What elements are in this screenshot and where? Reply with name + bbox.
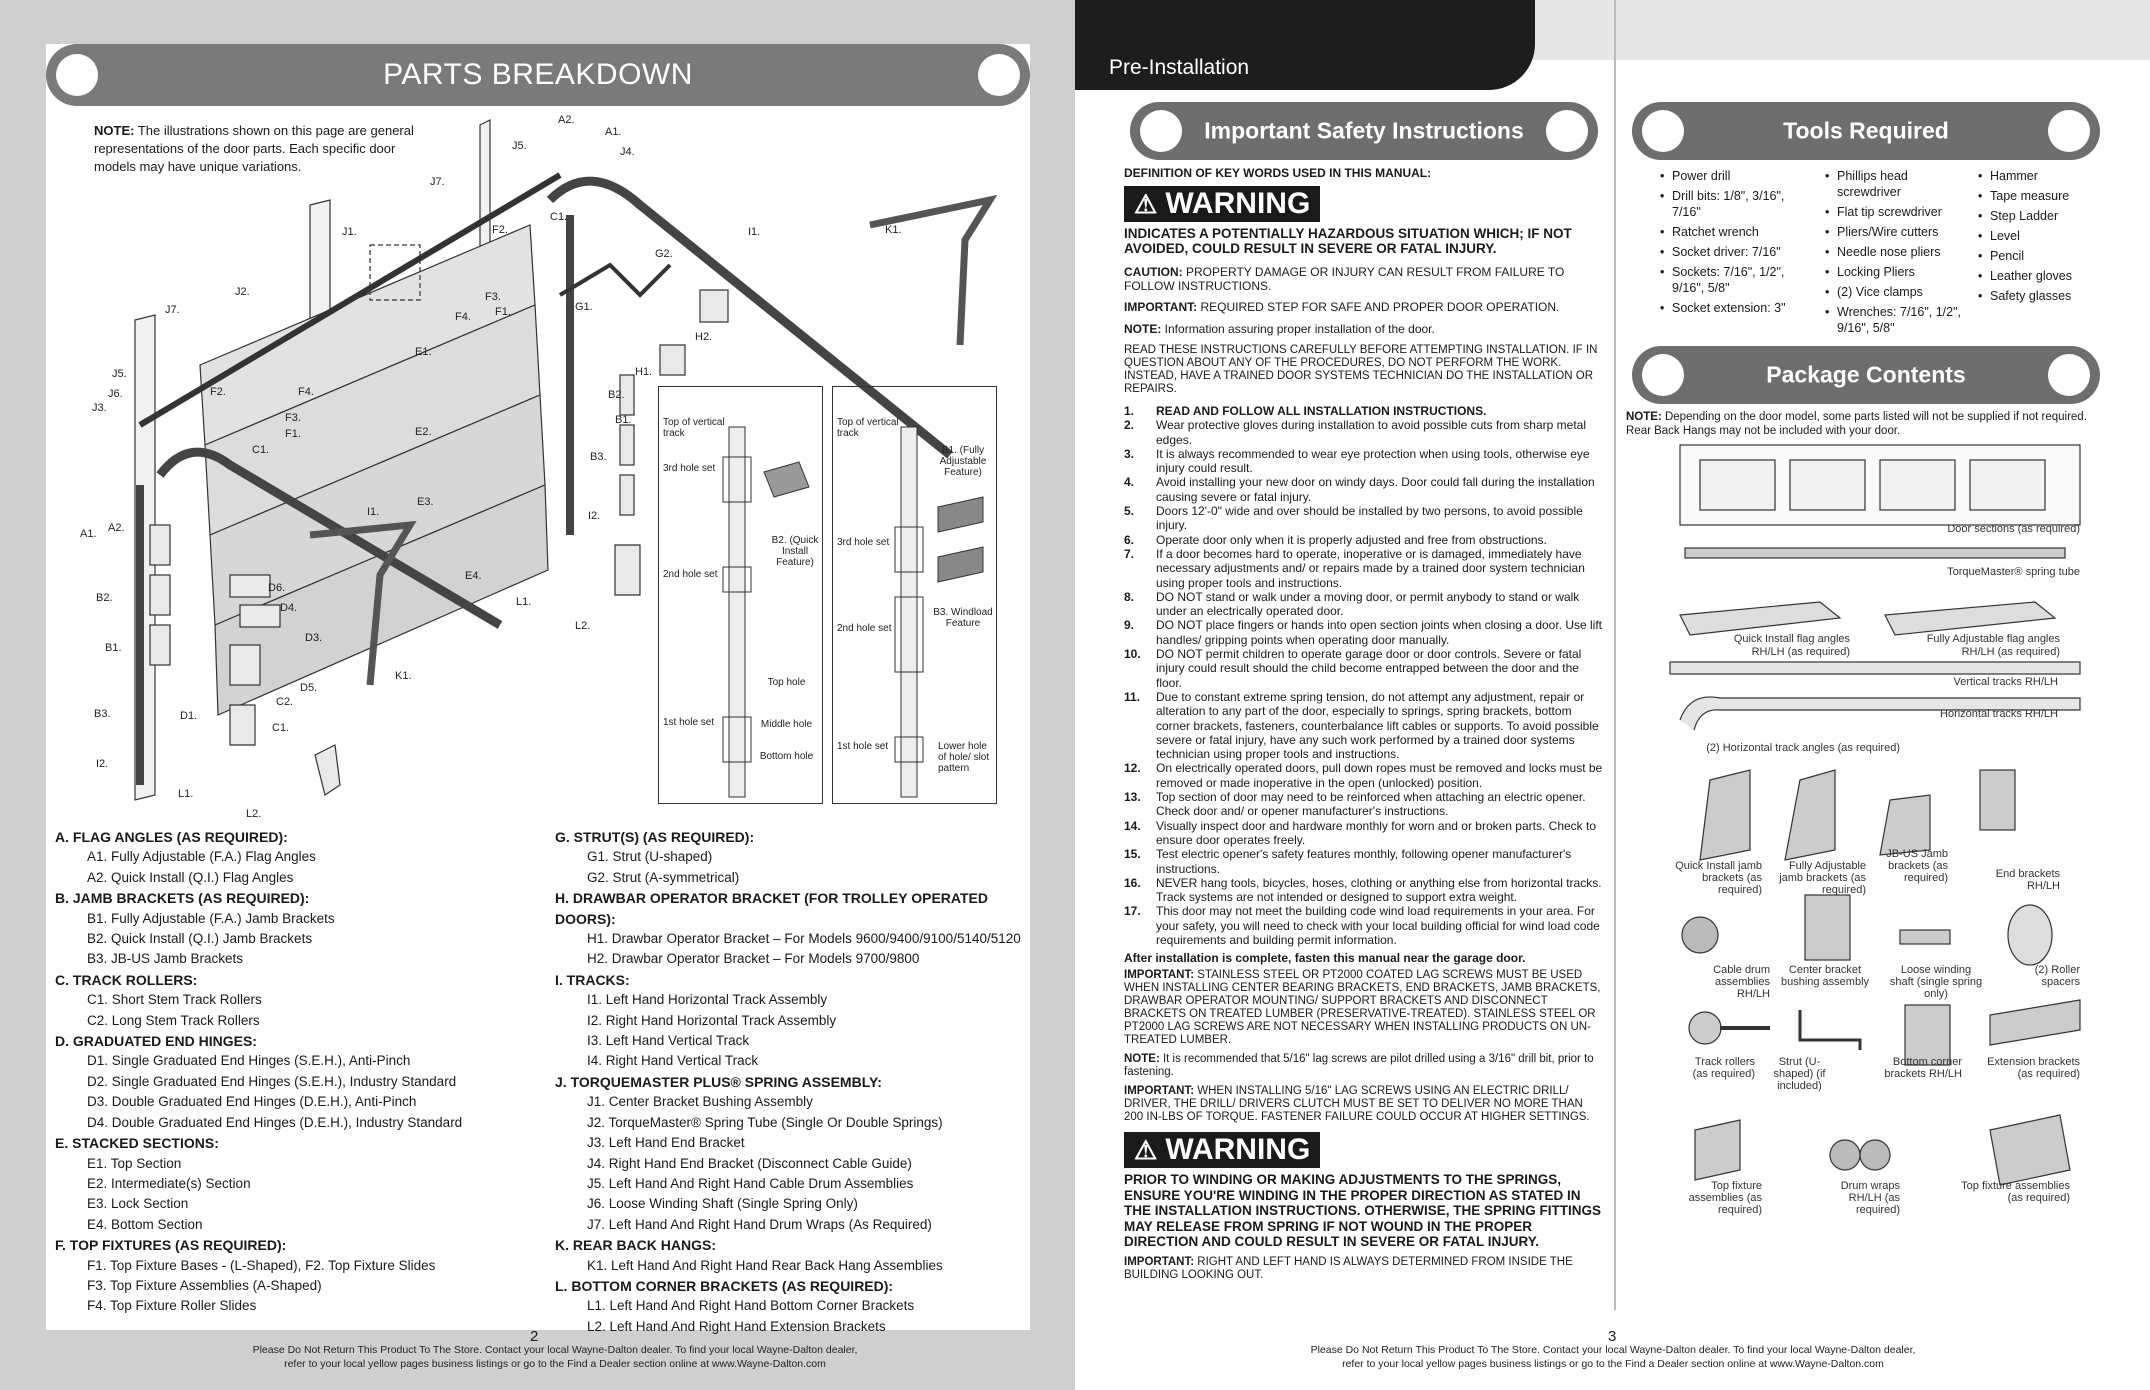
important2-line xyxy=(1124,969,1604,1047)
rule-num: 9. xyxy=(1124,618,1135,633)
caption-cable-drum: Cable drum assemblies RH/LH xyxy=(1713,964,1770,1000)
warning-banner xyxy=(1124,186,1320,222)
diagram-label: E1. xyxy=(415,346,432,358)
list-item: I3. Left Hand Vertical Track xyxy=(587,1033,750,1049)
header-right-circle xyxy=(978,54,1020,96)
rule-num: 1. xyxy=(1124,404,1135,418)
diagram-label: D6. xyxy=(268,582,286,594)
important-text: REQUIRED STEP FOR SAFE AND PROPER DOOR OPERATION. xyxy=(1197,300,1560,314)
diagram-label: D1. xyxy=(180,710,198,722)
list-item: I4. Right Hand Vertical Track xyxy=(587,1053,759,1069)
diagram-label: C1. xyxy=(252,444,270,456)
caption-horizontal-angles: (2) Horizontal track angles (as required) xyxy=(1706,742,1900,754)
diagram-label: K1. xyxy=(885,224,902,236)
diagram-label: C2. xyxy=(276,696,294,708)
rule-text: It is always recommended to wear eye protection when using tools, otherwise eye injury could result. xyxy=(1156,446,1590,476)
inset1-top-label: Top of vertical track xyxy=(663,417,725,439)
diagram-label: D5. xyxy=(300,682,318,694)
rule-text: Visually inspect door and hardware monthly for worn and or broken parts. Check to ensure door operates freely. xyxy=(1156,818,1597,847)
list-head: J. TORQUEMASTER PLUS® SPRING ASSEMBLY: xyxy=(555,1073,882,1090)
important-text: WHEN INSTALLING 5/16" LAG SCREWS USING AN ELECTRIC DRILL/ DRIVER, THE DRILL/ DRIVERS CLUTCH MUST BE SET TO DELIVER NO MORE THAN 200 IN-LBS OF TORQUE. FASTENER FAILURE COULD OCCUR AT HIGHER SETTINGS. xyxy=(1124,1085,1590,1124)
diagram-label: L1. xyxy=(516,596,532,608)
rule-num: 17. xyxy=(1124,904,1141,919)
caption-horizontal-tracks: Horizontal tracks RH/LH xyxy=(1940,708,2058,720)
rule-item xyxy=(1124,547,1604,590)
list-item: J5. Left Hand And Right Hand Cable Drum Assemblies xyxy=(587,1175,914,1191)
note-label: NOTE: xyxy=(94,123,135,138)
pre-installation-tab xyxy=(1075,0,1535,90)
footer-line: refer to your local yellow pages business listings or go to the Find a Dealer section online at www.Wayne-Dalton.com xyxy=(1342,1358,1884,1370)
warning-icon: ⚠ xyxy=(1134,1134,1158,1165)
rule-text: Operate door only when it is properly adjusted and free from obstructions. xyxy=(1156,532,1547,547)
rule-text: Wear protective gloves during installation to avoid possible cuts from sharp metal edges. xyxy=(1156,418,1586,447)
list-head: H. DRAWBAR OPERATOR BRACKET (FOR TROLLEY OPERATED DOORS): xyxy=(555,890,988,927)
list-item: J7. Left Hand And Right Hand Drum Wraps (As Required) xyxy=(587,1216,932,1232)
rule-text: DO NOT permit children to operate garage door or door controls. Severe or fatal injury could result should the child become entrapped between the door and the floor. xyxy=(1156,647,1582,690)
list-item: F3. Top Fixture Assemblies (A-Shaped) xyxy=(87,1277,322,1293)
tool-item: • Needle nose pliers xyxy=(1825,244,1965,260)
rule-text: Test electric opener's safety features monthly, following opener manufacturer's instructions. xyxy=(1156,847,1572,876)
rule-num: 11. xyxy=(1124,689,1141,704)
diagram-label: A2. xyxy=(108,522,125,534)
note-line xyxy=(1124,323,1604,337)
diagram-label: G1. xyxy=(575,301,593,313)
caption-top-fixture-2: Top fixture assemblies (as required) xyxy=(1961,1180,2070,1204)
rule-num: 6. xyxy=(1124,532,1135,547)
note-text: It is recommended that 5/16" lag screws are pilot drilled using a 3/16" drill bit, prior to fastening. xyxy=(1124,1053,1594,1079)
diagram-label: D3. xyxy=(305,632,323,644)
rule-num: 10. xyxy=(1124,647,1141,662)
list-item: E3. Lock Section xyxy=(87,1196,189,1212)
tools-title: Tools Required xyxy=(1783,117,1949,144)
note-text: Information assuring proper installation of the door. xyxy=(1161,321,1435,336)
important-label: IMPORTANT: xyxy=(1124,300,1198,314)
diagram-label: B2. xyxy=(96,592,113,604)
inset1-first-label: 1st hole set xyxy=(663,717,715,728)
note-label: NOTE: xyxy=(1626,411,1662,423)
diagram-label: B3. xyxy=(590,451,607,463)
list-item: A1. Fully Adjustable (F.A.) Flag Angles xyxy=(87,849,316,865)
rule-item xyxy=(1124,647,1604,690)
diagram-label: F2. xyxy=(210,386,226,398)
caption-top-fixture-1: Top fixture assemblies (as required) xyxy=(1688,1180,1762,1216)
list-head: K. REAR BACK HANGS: xyxy=(555,1237,716,1254)
list-item: A2. Quick Install (Q.I.) Flag Angles xyxy=(87,869,294,885)
footer-line: Please Do Not Return This Product To The Store. Contact your local Wayne-Dalton dealer. To find your local Wayne-Dalton dealer, xyxy=(252,1344,858,1356)
header-right-circle xyxy=(1546,110,1588,152)
tool-item: • Tape measure xyxy=(1978,188,2098,204)
tool-item: • Ratchet wrench xyxy=(1660,224,1810,240)
list-item: J2. TorqueMaster® Spring Tube (Single Or Double Springs) xyxy=(587,1114,943,1130)
list-item: J4. Right Hand End Bracket (Disconnect Cable Guide) xyxy=(587,1155,912,1171)
diagram-label: B3. xyxy=(94,708,111,720)
diagram-label: B1. xyxy=(105,642,122,654)
list-head: E. STACKED SECTIONS: xyxy=(55,1135,219,1152)
rule-num: 13. xyxy=(1124,790,1141,805)
rule-text: This door may not meet the building code wind load requirements in your area. For your safety, you will need to check with your local building official for wind load code requirements and building permit information. xyxy=(1156,904,1600,947)
list-group-g xyxy=(555,827,1025,888)
caution-text: PROPERTY DAMAGE OR INJURY CAN RESULT FROM FAILURE TO FOLLOW INSTRUCTIONS. xyxy=(1124,265,1565,293)
inset2-third-label: 3rd hole set xyxy=(837,537,890,548)
page-number-right: 3 xyxy=(1608,1328,1617,1345)
list-group-j xyxy=(555,1072,1025,1235)
list-head: F. TOP FIXTURES (AS REQUIRED): xyxy=(55,1237,287,1254)
package-note xyxy=(1626,410,2106,438)
caption-bottom-corner: Bottom corner brackets RH/LH xyxy=(1884,1056,1962,1080)
inset1-bottom-hole: Bottom hole xyxy=(759,751,814,762)
list-item: G1. Strut (U-shaped) xyxy=(587,849,713,865)
rule-item xyxy=(1124,418,1604,447)
diagram-label: L1. xyxy=(178,788,194,800)
inset1-second-label: 2nd hole set xyxy=(663,569,718,580)
rule-num: 15. xyxy=(1124,847,1141,862)
rule-num: 5. xyxy=(1124,504,1135,519)
diagram-label: F3. xyxy=(485,291,501,303)
list-head: A. FLAG ANGLES (AS REQUIRED): xyxy=(55,829,288,845)
rule-item xyxy=(1124,447,1604,476)
tool-item: • Level xyxy=(1978,228,2098,244)
diagram-label: E2. xyxy=(415,426,432,438)
inset-track-drawing xyxy=(659,387,824,805)
important-label: IMPORTANT: xyxy=(1124,969,1195,982)
list-item: B1. Fully Adjustable (F.A.) Jamb Brackets xyxy=(87,910,335,926)
rule-text: On electrically operated doors, pull down ropes must be removed and locks must be removed or made inoperative in the open (unlocked) position. xyxy=(1156,761,1603,790)
rule-num: 3. xyxy=(1124,446,1135,461)
diagram-label: J1. xyxy=(342,226,357,238)
diagram-label: J2. xyxy=(235,286,250,298)
tool-item: • Locking Pliers xyxy=(1825,264,1965,280)
caption-torque-tube: TorqueMaster® spring tube xyxy=(1947,566,2080,578)
important-label: IMPORTANT: xyxy=(1124,1085,1195,1098)
tool-item: • Hammer xyxy=(1978,168,2098,184)
rule-item xyxy=(1124,404,1604,418)
list-item: B2. Quick Install (Q.I.) Jamb Brackets xyxy=(87,931,313,947)
warning-label: WARNING xyxy=(1165,1133,1311,1167)
inset2-first-label: 1st hole set xyxy=(837,741,889,752)
diagram-label: I2. xyxy=(96,758,109,770)
list-head: B. JAMB BRACKETS (AS REQUIRED): xyxy=(55,890,310,907)
tools-header xyxy=(1632,102,2100,160)
list-item: D1. Single Graduated End Hinges (S.E.H.), Anti-Pinch xyxy=(87,1053,411,1069)
rule-text: Doors 12'-0" wide and over should be installed by two persons, to avoid possible injury. xyxy=(1156,504,1583,533)
tool-item: • Drill bits: 1/8", 3/16", 7/16" xyxy=(1660,188,1810,220)
rule-item xyxy=(1124,504,1604,533)
inset1-top-hole: Top hole xyxy=(767,677,806,688)
diagram-label: A2. xyxy=(558,114,575,126)
rule-num: 2. xyxy=(1124,418,1135,433)
rule-text: Top section of door may need to be reinforced when attaching an electric opener. Check door and/ or opener manufacturer's instructions. xyxy=(1156,790,1586,819)
rule-item xyxy=(1124,790,1604,819)
tool-item: • Socket extension: 3" xyxy=(1660,300,1810,316)
diagram-label: H2. xyxy=(695,331,713,343)
caption-fa-jamb: Fully Adjustable jamb brackets (as required) xyxy=(1779,860,1866,896)
caption-loose-shaft: Loose winding shaft (single spring only) xyxy=(1889,964,1983,1000)
caption-extension: Extension brackets (as required) xyxy=(1987,1056,2080,1080)
rule-text: Due to constant extreme spring tension, do not attempt any adjustment, repair or alteration to any part of the door, especially to springs, spring brackets, bottom corner brackets, fasteners, counterbalance lift cables or supports. To avoid possible severe or fatal injury, have any such work performed by a trained door systems technician using proper tools and instructions. xyxy=(1156,689,1599,762)
column-divider xyxy=(1614,0,1616,1310)
package-parts-drawing xyxy=(1660,440,2100,1240)
diagram-label: J7. xyxy=(165,304,180,316)
note-text: Depending on the door model, some parts listed will not be supplied if not required. Rear Back Hangs may not be included with your door. xyxy=(1626,411,2087,437)
note2-line xyxy=(1124,1053,1604,1079)
tool-item: • Sockets: 7/16", 1/2", 9/16", 5/8" xyxy=(1660,264,1810,296)
list-item: D4. Double Graduated End Hinges (D.E.H.), Industry Standard xyxy=(87,1114,463,1130)
rule-num: 14. xyxy=(1124,818,1141,833)
diagram-label: A1. xyxy=(605,126,622,138)
list-group-l xyxy=(555,1276,1025,1337)
rule-num: 7. xyxy=(1124,546,1135,561)
diagram-label: F4. xyxy=(455,311,471,323)
list-group-f xyxy=(55,1235,555,1317)
caution-label: CAUTION: xyxy=(1124,265,1183,279)
diagram-label: E3. xyxy=(417,496,434,508)
diagram-label: G2. xyxy=(655,248,673,260)
list-item: J1. Center Bracket Bushing Assembly xyxy=(587,1094,813,1110)
rule-num: 12. xyxy=(1124,761,1141,776)
diagram-label: L2. xyxy=(575,620,591,632)
rule-item xyxy=(1124,876,1604,905)
diagram-label: F1. xyxy=(285,428,301,440)
caption-drum-wraps: Drum wraps RH/LH (as required) xyxy=(1840,1180,1900,1216)
diagram-label: C1. xyxy=(550,211,568,223)
caption-qi-jamb: Quick Install jamb brackets (as required) xyxy=(1675,860,1762,896)
tool-item: • Power drill xyxy=(1660,168,1810,184)
definition-heading: DEFINITION OF KEY WORDS USED IN THIS MANUAL: xyxy=(1124,166,1432,180)
list-group-a xyxy=(55,827,555,888)
tool-item: • Flat tip screwdriver xyxy=(1825,204,1965,220)
warning-banner-2 xyxy=(1124,1132,1320,1168)
rule-num: 16. xyxy=(1124,875,1141,890)
inset2-second-label: 2nd hole set xyxy=(837,623,892,634)
list-head: I. TRACKS: xyxy=(555,971,630,988)
parts-list-col1 xyxy=(55,827,555,1317)
list-item: G2. Strut (A-symmetrical) xyxy=(587,869,740,885)
safety-rules-list xyxy=(1124,404,1604,947)
list-item: L1. Left Hand And Right Hand Bottom Corner Brackets xyxy=(587,1298,915,1314)
diagram-label: H1. xyxy=(635,366,653,378)
diagram-label: J5. xyxy=(112,368,127,380)
list-item: J6. Loose Winding Shaft (Single Spring Only) xyxy=(587,1196,858,1212)
diagram-label: F4. xyxy=(298,386,314,398)
list-item: H2. Drawbar Operator Bracket – For Models 9700/9800 xyxy=(587,951,920,967)
tool-item: • Pencil xyxy=(1978,248,2098,264)
caption-strut: Strut (U-shaped) (if included) xyxy=(1773,1056,1826,1092)
rule-text: READ AND FOLLOW ALL INSTALLATION INSTRUCTIONS. xyxy=(1156,404,1487,418)
list-item: K1. Left Hand And Right Hand Rear Back Hang Assemblies xyxy=(587,1257,943,1273)
important-text: STAINLESS STEEL OR PT2000 COATED LAG SCREWS MUST BE USED WHEN INSTALLING CENTER BEARING BRACKETS, END BRACKETS, JAMB BRACKETS, DRAWBAR OPERATOR MOUNTING/ SUPPORT BRACKETS AND DISCONNECT BRACKETS ON TREATED LUMBER (PRESERVATIVE-TREATED). STAINLESS STEEL OR PT2000 LAG SCREWS ARE NOT NECESSARY WHEN INSTALLING PRODUCTS ON UN-TREATED LUMBER. xyxy=(1124,969,1601,1047)
diagram-label: I2. xyxy=(588,510,601,522)
list-item: I1. Left Hand Horizontal Track Assembly xyxy=(587,992,828,1008)
rule-item xyxy=(1124,590,1604,619)
rule-item xyxy=(1124,761,1604,790)
list-group-c xyxy=(55,970,555,1031)
list-group-h xyxy=(555,888,1025,970)
tool-item: • Leather gloves xyxy=(1978,268,2098,284)
important4-line xyxy=(1124,1256,1604,1282)
footer-line: Please Do Not Return This Product To The Store. Contact your local Wayne-Dalton dealer. To find your local Wayne-Dalton dealer, xyxy=(1310,1344,1916,1356)
list-item: B3. JB-US Jamb Brackets xyxy=(87,951,244,967)
diagram-label: F1. xyxy=(495,306,511,318)
diagram-label: F2. xyxy=(492,224,508,236)
warning-text: INDICATES A POTENTIALLY HAZARDOUS SITUATION WHICH; IF NOT AVOIDED, COULD RESULT IN SEVERE OR FATAL INJURY. xyxy=(1124,226,1572,256)
rule-item xyxy=(1124,847,1604,876)
warning-icon: ⚠ xyxy=(1134,188,1158,219)
diagram-label: D4. xyxy=(280,602,298,614)
list-group-i xyxy=(555,970,1025,1072)
rule-text: DO NOT place fingers or hands into open section joints when closing a door. Use lift handles/ gripping points when operating door manually. xyxy=(1156,618,1603,647)
important-line xyxy=(1124,301,1604,315)
list-item: I2. Right Hand Horizontal Track Assembly xyxy=(587,1012,837,1028)
list-item: F1. Top Fixture Bases - (L-Shaped), F2. Top Fixture Slides xyxy=(87,1257,436,1273)
tool-item: • (2) Vice clamps xyxy=(1825,284,1965,300)
parts-breakdown-header xyxy=(46,44,1030,106)
rule-text: Avoid installing your new door on windy days. Door could fall during the installation causing severe or fatal injury. xyxy=(1156,475,1595,504)
inset2-lower-hole: Lower hole of hole/ slot pattern xyxy=(938,741,990,774)
safety-header xyxy=(1130,102,1598,160)
tool-item: • Socket driver: 7/16" xyxy=(1660,244,1810,260)
list-item: C2. Long Stem Track Rollers xyxy=(87,1012,260,1028)
important-text: RIGHT AND LEFT HAND IS ALWAYS DETERMINED FROM INSIDE THE BUILDING LOOKING OUT. xyxy=(1124,1255,1573,1281)
diagram-label: B1. xyxy=(615,414,632,426)
diagram-label: J4. xyxy=(620,146,635,158)
diagram-label: J3. xyxy=(92,402,107,414)
list-head: D. GRADUATED END HINGES: xyxy=(55,1033,257,1050)
tab-label: Pre-Installation xyxy=(1109,56,1250,79)
after-install: After installation is complete, fasten this manual near the garage door. xyxy=(1124,951,1526,966)
caption-track-rollers: Track rollers (as required) xyxy=(1692,1056,1755,1080)
jamb-inset-adjustable xyxy=(832,386,997,804)
caution-line xyxy=(1124,266,1604,293)
safety-content xyxy=(1124,166,1604,1282)
read-instructions: READ THESE INSTRUCTIONS CAREFULLY BEFORE ATTEMPTING INSTALLATION. IF IN QUESTION ABOUT ANY OF THE PROCEDURES, DO NOT PERFORM THE WORK. INSTEAD, HAVE A TRAINED DOOR SYSTEMS TECHNICIAN DO THE INSTALLATION OR REPAIRS. xyxy=(1124,344,1598,395)
list-group-e xyxy=(55,1133,555,1235)
tool-item: • Wrenches: 7/16", 1/2", 9/16", 5/8" xyxy=(1825,304,1965,336)
inset2-top-label: Top of vertical track xyxy=(837,417,899,439)
rule-text: If a door becomes hard to operate, inoperative or is damaged, immediately have necessary adjustments and/ or repairs made by a trained door system technician using proper tools and instructions. xyxy=(1156,546,1585,590)
list-group-d xyxy=(55,1031,555,1133)
tool-item: • Safety glasses xyxy=(1978,288,2098,304)
rule-item xyxy=(1124,533,1604,547)
safety-title: Important Safety Instructions xyxy=(1204,117,1524,144)
rule-item xyxy=(1124,690,1604,761)
rule-num: 8. xyxy=(1124,589,1135,604)
header-right-circle xyxy=(2048,110,2090,152)
inset2-b3-label: B3. Windload Feature xyxy=(933,607,993,629)
caption-jbus-jamb: JB-US Jamb brackets (as required) xyxy=(1886,848,1948,884)
inset1-middle-hole: Middle hole xyxy=(760,719,813,730)
rule-text: NEVER hang tools, bicycles, hoses, clothing or anything else from horizontal tracks. Track systems are not intended or designed to support extra weight. xyxy=(1156,875,1602,905)
tool-item: • Phillips head screwdriver xyxy=(1825,168,1965,200)
inset1-b2-label: B2. (Quick Install Feature) xyxy=(771,535,819,568)
tools-col3 xyxy=(1978,168,2098,308)
list-group-b xyxy=(55,888,555,970)
list-item: J3. Left Hand End Bracket xyxy=(587,1135,745,1151)
inset1-third-label: 3rd hole set xyxy=(663,463,716,474)
important3-line xyxy=(1124,1085,1604,1124)
list-item: F4. Top Fixture Roller Slides xyxy=(87,1298,257,1314)
rule-item xyxy=(1124,475,1604,504)
caption-end-brackets: End brackets RH/LH xyxy=(1995,868,2060,892)
diagram-label: I1. xyxy=(748,226,761,238)
diagram-label: K1. xyxy=(395,670,412,682)
inset2-b1-label: B1. (Fully Adjustable Feature) xyxy=(939,445,987,478)
diagram-label: J6. xyxy=(108,388,123,400)
rule-item xyxy=(1124,904,1604,947)
list-item: H1. Drawbar Operator Bracket – For Models 9600/9400/9100/5140/5120 xyxy=(587,931,1021,947)
list-item: E2. Intermediate(s) Section xyxy=(87,1175,251,1191)
list-item: L2. Left Hand And Right Hand Extension Brackets xyxy=(587,1318,886,1334)
caption-door-sections: Door sections (as required) xyxy=(1947,523,2080,535)
tool-item: • Pliers/Wire cutters xyxy=(1825,224,1965,240)
header-right-circle xyxy=(2048,354,2090,396)
footer-line: refer to your local yellow pages business listings or go to the Find a Dealer section online at www.Wayne-Dalton.com xyxy=(284,1358,826,1370)
parts-breakdown-title: PARTS BREAKDOWN xyxy=(383,58,693,91)
diagram-label: J7. xyxy=(430,176,445,188)
warning-label: WARNING xyxy=(1165,187,1311,220)
list-item: E1. Top Section xyxy=(87,1155,182,1171)
caption-qi-flag: Quick Install flag angles RH/LH (as required) xyxy=(1733,633,1850,658)
diagram-label: C1. xyxy=(272,722,290,734)
list-item: D2. Single Graduated End Hinges (S.E.H.), Industry Standard xyxy=(87,1073,457,1089)
footer-left xyxy=(150,1343,960,1371)
diagram-label: L2. xyxy=(246,808,262,820)
caption-roller-spacers: (2) Roller spacers xyxy=(2034,964,2080,988)
diagram-label: J5. xyxy=(512,140,527,152)
list-item: D3. Double Graduated End Hinges (D.E.H.), Anti-Pinch xyxy=(87,1094,417,1110)
footer-right xyxy=(1208,1343,2018,1371)
note-text: The illustrations shown on this page are general representations of the door parts. Each specific door models may have unique variations. xyxy=(94,123,414,174)
tools-col1 xyxy=(1660,168,1810,320)
parts-list-col2 xyxy=(555,827,1025,1337)
diagram-label: B2. xyxy=(608,389,625,401)
list-head: L. BOTTOM CORNER BRACKETS (AS REQUIRED): xyxy=(555,1277,894,1294)
diagram-label: E4. xyxy=(465,570,482,582)
rule-item xyxy=(1124,819,1604,848)
caption-fa-flag: Fully Adjustable flag angles RH/LH (as required) xyxy=(1926,633,2060,658)
rule-text: DO NOT stand or walk under a moving door, or permit anybody to stand or walk under an electrically operated door. xyxy=(1156,589,1580,619)
list-item: E4. Bottom Section xyxy=(87,1216,203,1232)
jamb-inset-quick-install xyxy=(658,386,823,804)
note-label: NOTE: xyxy=(1124,321,1162,336)
rule-num: 4. xyxy=(1124,475,1135,490)
list-item: C1. Short Stem Track Rollers xyxy=(87,992,262,1008)
important-label: IMPORTANT: xyxy=(1124,1255,1195,1268)
package-header xyxy=(1632,346,2100,404)
rule-item xyxy=(1124,618,1604,647)
page-number-left: 2 xyxy=(530,1328,539,1345)
warning2-text: PRIOR TO WINDING OR MAKING ADJUSTMENTS TO THE SPRINGS, ENSURE YOU'RE WINDING IN THE PROPER DIRECTION AS STATED IN THE INSTALLATION INSTRUCTIONS. OTHERWISE, THE SPRING FITTINGS MAY RELEASE FROM SPRING IF NOT WOUND IN THE PROPER DIRECTION AND COULD RESULT IN SEVERE OR FATAL INJURY. xyxy=(1124,1172,1602,1250)
tools-col2 xyxy=(1825,168,1965,340)
diagram-label: F3. xyxy=(285,412,301,424)
tool-item: • Step Ladder xyxy=(1978,208,2098,224)
diagram-label: A1. xyxy=(80,528,97,540)
caption-center-bracket: Center bracket bushing assembly xyxy=(1780,964,1870,988)
package-title: Package Contents xyxy=(1766,361,1966,388)
list-head: G. STRUT(S) (AS REQUIRED): xyxy=(555,829,755,845)
list-head: C. TRACK ROLLERS: xyxy=(55,971,198,988)
list-group-k xyxy=(555,1235,1025,1276)
caption-vertical-tracks: Vertical tracks RH/LH xyxy=(1953,676,2058,688)
diagram-label: I1. xyxy=(367,506,380,518)
note-label: NOTE: xyxy=(1124,1053,1160,1066)
